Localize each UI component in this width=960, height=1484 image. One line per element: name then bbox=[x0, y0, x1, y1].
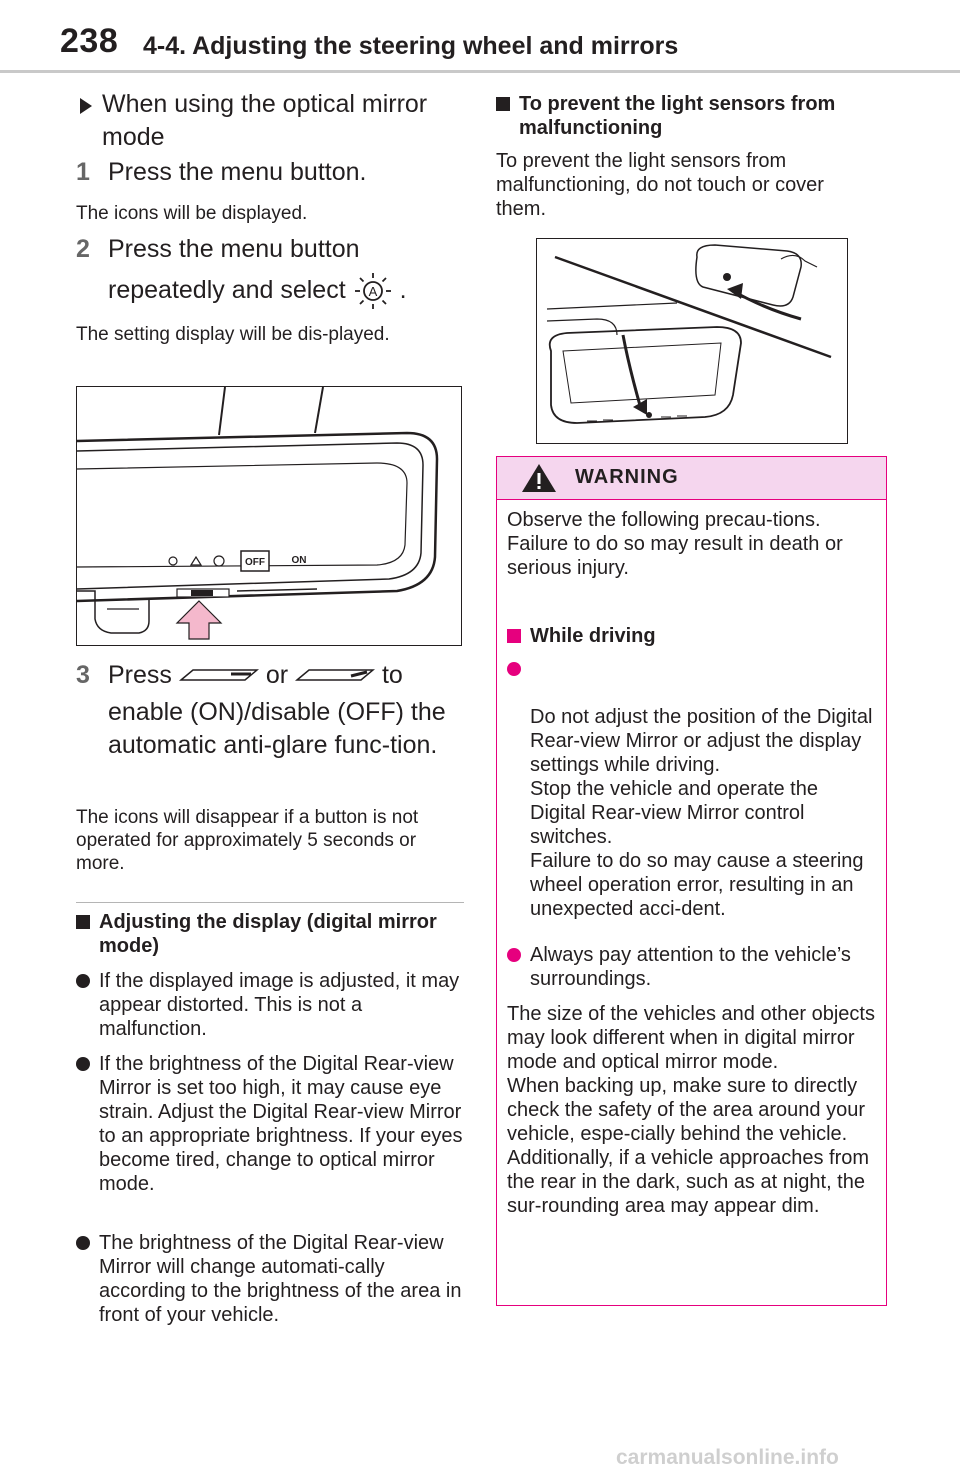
round-bullet-icon bbox=[76, 1236, 90, 1250]
triangle-bullet-icon bbox=[80, 98, 92, 114]
warning-triangle-icon bbox=[521, 463, 557, 493]
mirror-menu-illustration bbox=[76, 386, 462, 646]
header-rule bbox=[0, 70, 960, 73]
page-number: 238 bbox=[60, 22, 119, 60]
off-label: OFF bbox=[245, 557, 265, 568]
menu-icons-row bbox=[169, 556, 224, 566]
light-sensor-heading: To prevent the light sensors from malfunctioning bbox=[496, 92, 886, 140]
watermark: carmanualsonline.info bbox=[616, 1446, 839, 1469]
step-text: Press the menu button. bbox=[108, 158, 367, 186]
on-label: ON bbox=[291, 555, 307, 566]
warning-title: WARNING bbox=[575, 466, 679, 488]
step-2: 2 Press the menu button repeatedly and select A . bbox=[76, 229, 466, 311]
list-item: If the displayed image is adjusted, it may appear distorted. This is not a malfunction. bbox=[76, 969, 468, 1041]
warning-closing: The size of the vehicles and other objects may look different when in digital mirror mode and optical mirror mode. When backing up, make sure to directly check the safety of the area around your vehicle, espe-cially behind the vehicle. Additionally, if a vehicle approaches from the rear in the dark, such as at night, the sur-rounding area may appear dim. bbox=[507, 1003, 875, 1217]
square-bullet-icon bbox=[76, 915, 90, 929]
light-sensor-text: To prevent the light sensors from malfunctioning, do not touch or cover them. bbox=[496, 150, 824, 220]
step-1 bbox=[76, 152, 466, 193]
light-sensor-illustration bbox=[536, 238, 848, 444]
list-item: Do not adjust the position of the Digital Rear-view Mirror or adjust the display settings while driving. Stop the vehicle and operate the Digital Rear-view Mirror control switches. Failure to do so may cause a steering wheel operation error, resulting in an unexpected acci-dent. bbox=[507, 657, 877, 945]
step-number: 3 bbox=[76, 661, 90, 689]
round-bullet-icon bbox=[76, 974, 90, 988]
step-3-note: The icons will disappear if a button is not operated for approximately 5 seconds or more. bbox=[76, 807, 419, 874]
plus-button-icon bbox=[295, 666, 375, 686]
section-divider bbox=[76, 902, 464, 903]
adjust-display-heading: Adjusting the display (digital mirror mode) bbox=[76, 910, 466, 958]
warning-header bbox=[497, 457, 886, 500]
step-3: 3 Press or to bbox=[76, 659, 466, 692]
step-number: 1 bbox=[76, 158, 90, 186]
list-item: The brightness of the Digital Rear-view Mirror will change automati-cally according to the brightness of the area in front of your vehicle. bbox=[76, 1231, 468, 1327]
svg-text:A: A bbox=[368, 284, 377, 300]
square-bullet-icon bbox=[496, 97, 510, 111]
mode-heading: When using the optical mirror mode bbox=[76, 88, 466, 154]
step-1-note: The icons will be displayed. bbox=[76, 203, 308, 224]
step-text-line2: repeatedly and select bbox=[108, 276, 346, 304]
list-item: If the brightness of the Digital Rear-view Mirror is set too high, it may cause eye strain. Adjust the Digital Rear-view Mirror to an appropriate brightness. If your eyes become tired, change to optical mirror mode. bbox=[76, 1052, 468, 1196]
step-number: 2 bbox=[76, 235, 90, 263]
step-text-line1: Press the menu button bbox=[108, 235, 360, 263]
warning-intro: Observe the following precau-tions. Failure to do so may result in death or serious injury. bbox=[507, 509, 843, 579]
round-bullet-icon bbox=[76, 1057, 90, 1071]
warning-box bbox=[496, 456, 887, 1306]
step-3-text: enable (ON)/disable (OFF) the automatic anti-glare func-tion. bbox=[108, 698, 446, 759]
page-header bbox=[0, 0, 960, 78]
pointer-arrow-icon bbox=[177, 601, 221, 639]
round-bullet-icon bbox=[507, 662, 521, 676]
minus-button-icon bbox=[179, 666, 259, 686]
list-item: Always pay attention to the vehicle’s surroundings. bbox=[507, 943, 877, 991]
square-bullet-icon bbox=[507, 629, 521, 643]
round-bullet-icon bbox=[507, 948, 521, 962]
section-title: 4-4. Adjusting the steering wheel and mirrors bbox=[143, 32, 679, 60]
auto-brightness-icon bbox=[353, 271, 393, 311]
while-driving-heading: While driving bbox=[507, 624, 877, 648]
step-2-note: The setting display will be dis-played. bbox=[76, 324, 390, 345]
